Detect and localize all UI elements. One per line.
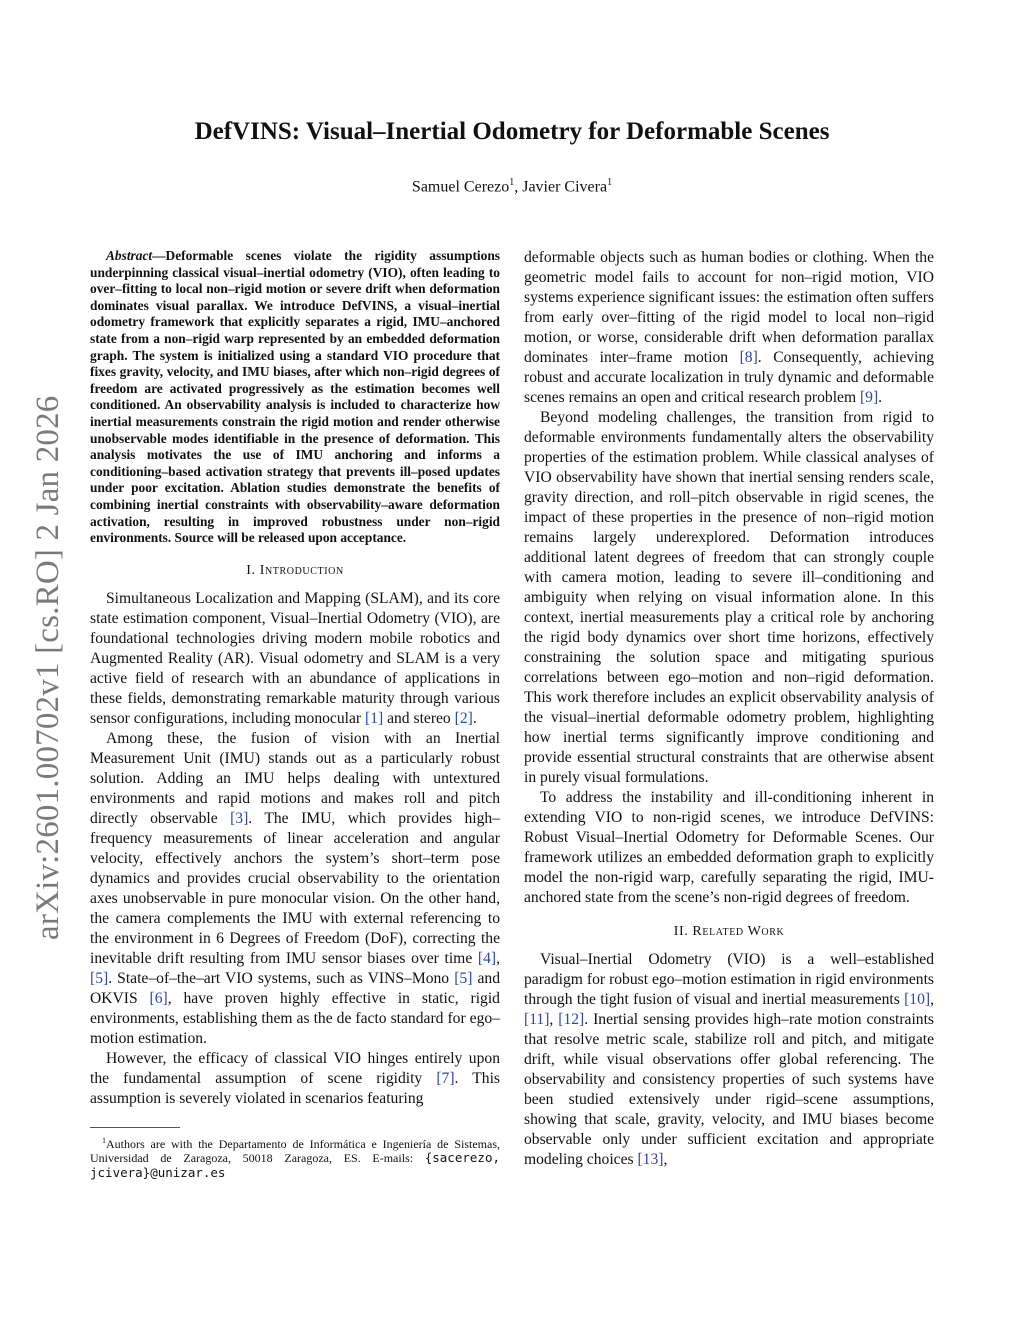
section-heading-related-work — [524, 922, 934, 942]
text-run: , have proven highly effective in static, rigid environments, establishing them as the de facto standard for ego–motion estimation. — [90, 989, 500, 1047]
citation-link[interactable]: [11] — [524, 1011, 550, 1028]
intro-paragraph-2 — [90, 729, 500, 1049]
citation-link[interactable]: [4] — [477, 949, 497, 967]
text-run: and stereo — [383, 709, 455, 727]
section-number: I. — [246, 562, 256, 578]
citation-link[interactable]: [1] — [365, 709, 384, 727]
author-list — [0, 177, 1024, 196]
abstract — [90, 248, 500, 547]
related-paragraph-1 — [524, 950, 934, 1170]
text-run: , — [496, 949, 500, 967]
author-name: Javier Civera — [522, 178, 608, 196]
intro-paragraph-1 — [90, 589, 500, 729]
abstract-text: Deformable scenes violate the rigidity assumptions underpinning classical visual–inertial odometry (VIO), often leading to over–fitting to local non–rigid motion or severe drift when deformation dominates visual parallax. We introduce DefVINS, a visual–inertial odometry framework that explicitly separates a rigid, IMU–anchored state from a non–rigid warp represented by an embedded deformation graph. The system is initialized using a standard VIO procedure that fixes gravity, velocity, and IMU biases, after which non–rigid degrees of freedom are activated progressively as the estimation becomes well conditioned. An observability analysis is included to characterize how inertial measurements constrain the rigid motion and render otherwise unobservable modes identifiable in the presence of deformation. This analysis motivates the use of IMU anchoring and informs a conditioning–based activation strategy that prevents ill–posed updates under poor excitation. Ablation studies demonstrate the benefits of combining inertial constraints with observability–aware deformation activation, resulting in improved robustness under non–rigid environments. Source will be released upon acceptance. — [90, 248, 500, 546]
author-affiliation-mark: 1 — [607, 177, 613, 188]
author-separator: , — [514, 178, 523, 196]
intro-paragraph-3 — [90, 1049, 500, 1109]
text-run: Visual–Inertial Odometry (VIO) is a well–established paradigm for robust ego–motion estimation in rigid environments through the tight fusion of visual and inertial measurements — [524, 951, 934, 1008]
section-title: Introduction — [259, 562, 344, 578]
paper-title: DefVINS: Visual–Inertial Odometry for Deformable Scenes — [194, 118, 830, 145]
abstract-dash: — — [152, 248, 166, 263]
citation-link[interactable]: [8] — [739, 349, 758, 366]
section-number: II. — [673, 924, 689, 939]
left-column — [90, 248, 500, 1180]
abstract-label: Abstract — [106, 248, 153, 263]
text-run: , — [663, 1151, 668, 1168]
footnote-mark: 1 — [102, 1135, 106, 1145]
author-name: Samuel Cerezo — [411, 178, 510, 196]
footnote-text: Authors are with the Departamento de Informática e Ingeniería de Sistemas, Universidad de Zaragoza, 50018 Zaragoza, ES. E-mails: — [90, 1136, 500, 1166]
text-run: . Inertial sensing provides high–rate motion constraints that resolve metric scale, stabilize roll and pitch, and mitigate drift, while visual observations offer global referencing. The observability and consistency properties of such systems have been studied extensively under rigid–scene assumptions, showing that scale, gravity, velocity, and IMU biases become observable only under sufficient excitation and appropriate modeling choices — [524, 1011, 934, 1168]
text-run: However, the efficacy of classical VIO hinges entirely upon the fundamental assumption of scene rigidity — [90, 1049, 500, 1087]
footnote-divider — [90, 1127, 180, 1128]
citation-link[interactable]: [5] — [90, 969, 109, 987]
citation-link[interactable]: [2] — [454, 709, 473, 727]
text-run: Simultaneous Localization and Mapping (SLAM), and its core state estimation component, Visual–Inertial Odometry (VIO), are foundational technologies driving modern mobile robotics and Augmented Reality (AR). Visual odometry and SLAM is a very active field of research with an abundance of applications in these fields, demonstrating remarkable maturity through various sensor configurations, including monocular — [90, 589, 500, 727]
section-heading-introduction — [90, 561, 500, 581]
citation-link[interactable]: [13] — [637, 1151, 664, 1168]
citation-link[interactable]: [9] — [859, 389, 879, 406]
citation-link[interactable]: [6] — [149, 989, 168, 1007]
author-affiliation-mark: 1 — [509, 177, 515, 188]
citation-link[interactable]: [3] — [230, 809, 249, 827]
text-run: . — [878, 389, 883, 406]
text-run: deformable objects such as human bodies or clothing. When the geometric model fails to account for non–rigid motion, VIO systems experience significant issues: the estimation often suffers from early over–fitting of the rigid model to local non–rigid motion, or worse, considerable drift when deformation parallax dominates inter–frame motion — [524, 249, 934, 366]
text-run: . Consequently, achieving robust and accurate localization in truly dynamic and deformable scenes remains an open and critical research problem — [524, 349, 934, 406]
author-emails: {sacerezo, jcivera}@unizar.es — [90, 1150, 500, 1180]
text-run: and OKVIS — [90, 969, 500, 1007]
section-title: Related Work — [692, 924, 785, 939]
text-run: , — [549, 1011, 559, 1028]
text-run: . — [472, 709, 477, 727]
text-run: . The IMU, which provides high–frequency measurements of linear acceleration and angular velocity, effectively anchors the system’s short–term pose dynamics and provides crucial observability to the orientation axes unobservable in pure monocular vision. On the other hand, the camera complements the IMU with external referencing to the environment in 6 Degrees of Freedom (DoF), correcting the inevitable drift resulting from IMU sensor biases over time — [90, 809, 500, 967]
intro-paragraph-5: Beyond modeling challenges, the transition from rigid to deformable environments fundamentally alters the observability properties of the estimation problem. While classical analyses of VIO observability have shown that inertial sensing renders scale, gravity direction, and roll–pitch observable in rigid scenes, the impact of these properties in the presence of non–rigid motion remains largely underexplored. Deformation introduces additional latent degrees of freedom that can strongly couple with camera motion, leading to severe ill–conditioning and ambiguity when relying on visual information alone. In this context, inertial measurements play a critical role by anchoring the rigid body dynamics over short time horizons, effectively constraining the solution space and mitigating spurious correlations between ego–motion and non–rigid deformation. This work therefore includes an explicit observability analysis of the visual–inertial deformable odometry problem, highlighting how inertial terms significantly improve conditioning and provide essential structural constraints that are otherwise absent in purely visual formulations. — [524, 409, 934, 786]
text-run: , — [930, 991, 934, 1008]
text-run: . State–of–the–art VIO systems, such as VINS–Mono — [108, 969, 455, 987]
citation-link[interactable]: [5] — [454, 969, 473, 987]
citation-link[interactable]: [12] — [558, 1011, 585, 1028]
citation-link[interactable]: [10] — [904, 991, 931, 1008]
arxiv-identifier: arXiv:2601.00702v1 [cs.RO] 2 Jan 2026 — [30, 395, 66, 940]
right-column — [524, 248, 934, 1170]
intro-paragraph-4 — [524, 248, 934, 408]
text-run: Among these, the fusion of vision with an Inertial Measurement Unit (IMU) stands out as a particularly robust solution. Adding an IMU helps dealing with untextured environments and rapid motions and makes roll and pitch directly observable — [90, 729, 500, 827]
affiliation-footnote — [90, 1134, 500, 1181]
citation-link[interactable]: [7] — [436, 1069, 455, 1087]
text-run: . This assumption is severely violated in scenarios featuring — [90, 1069, 500, 1107]
intro-paragraph-6: To address the instability and ill-conditioning inherent in extending VIO to non-rigid scenes, we introduce DefVINS: Robust Visual–Inertial Odometry for Deformable Scenes. Our framework utilizes an embedded deformation graph to explicitly model the non-rigid warp, carefully separating the rigid, IMU-anchored state from the scene’s non-rigid degrees of freedom. — [524, 789, 934, 906]
